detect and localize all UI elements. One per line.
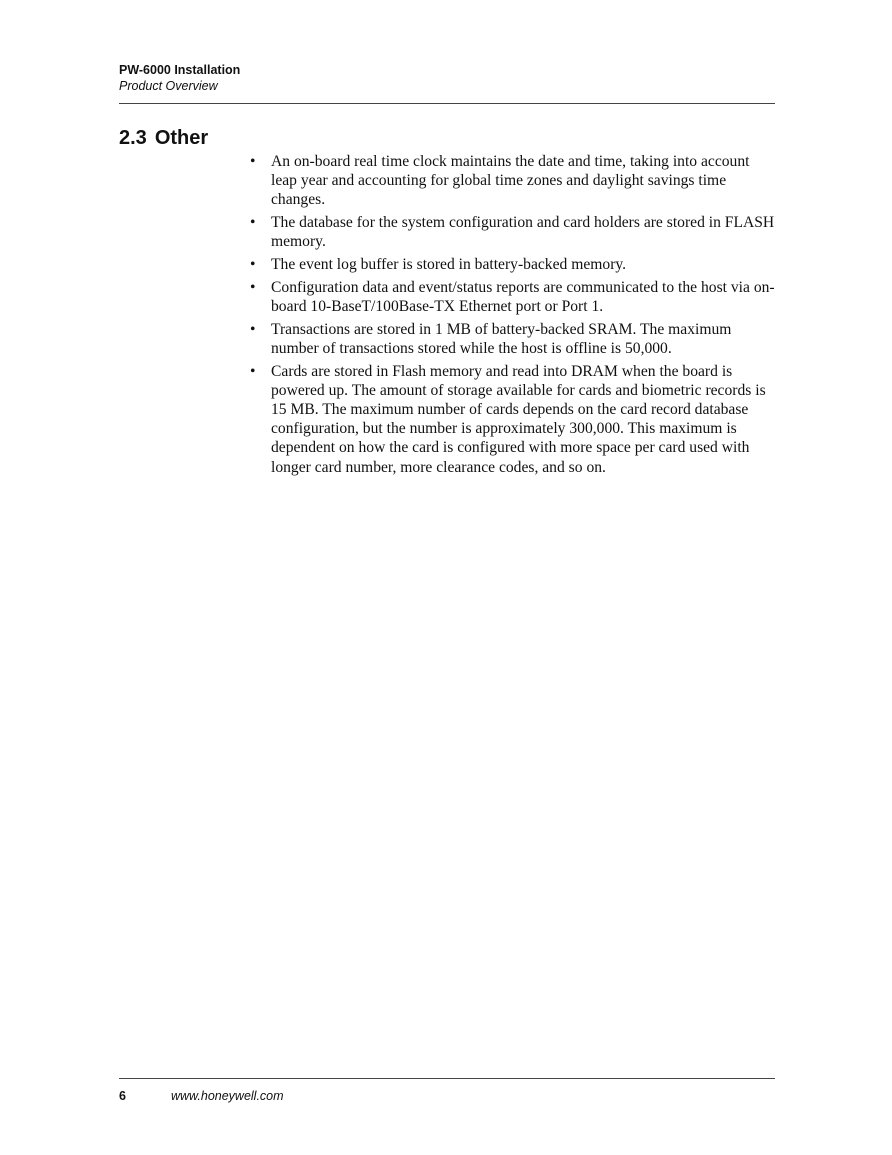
page-header — [119, 62, 775, 94]
list-item — [248, 213, 776, 251]
section-title: Other — [154, 127, 209, 149]
list-item-text: Transactions are stored in 1 MB of battery-backed SRAM. The maximum number of transactions stored while the host is offline is 50,000. — [271, 320, 732, 357]
page-footer — [119, 1088, 284, 1104]
bullet-icon: • — [250, 278, 256, 296]
website-link[interactable]: www.honeywell.com — [171, 1089, 284, 1103]
list-item — [248, 362, 776, 477]
list-item-text: Cards are stored in Flash memory and read into DRAM when the board is powered up. The amount of storage available for cards and biometric records is 15 MB. The maximum number of cards depends on the card record database configuration, but the number is approximately 300,000. This maximum is dependent on how the card is configured with more space per card used with longer card number, more clearance codes, and so on. — [271, 362, 766, 476]
bullet-list — [248, 152, 776, 480]
page-number: 6 — [119, 1089, 126, 1103]
bullet-icon: • — [250, 153, 256, 170]
list-item-text: The database for the system configuration and card holders are stored in FLASH memory. — [271, 214, 775, 251]
bullet-icon: • — [250, 214, 256, 232]
chapter-title: Product Overview — [119, 79, 218, 93]
section-number: 2.3 — [119, 127, 147, 149]
footer-divider — [119, 1078, 775, 1079]
list-item-text: The event log buffer is stored in battery-backed memory. — [271, 256, 627, 274]
list-item — [248, 255, 776, 274]
list-item — [248, 278, 776, 316]
bullet-icon: • — [250, 256, 256, 274]
header-divider — [119, 103, 775, 104]
list-item — [248, 152, 776, 210]
list-item-text: Configuration data and event/status reports are communicated to the host via on-board 10-BaseT/100Base-TX Ethernet port or Port 1. — [271, 278, 775, 315]
list-item-text: An on-board real time clock maintains the date and time, taking into account leap year and accounting for global time zones and daylight savings time changes. — [271, 153, 750, 209]
section-heading — [119, 125, 208, 151]
bullet-icon: • — [250, 320, 256, 338]
list-item — [248, 320, 776, 358]
document-title: PW-6000 Installation — [119, 63, 241, 77]
bullet-icon: • — [250, 362, 256, 380]
